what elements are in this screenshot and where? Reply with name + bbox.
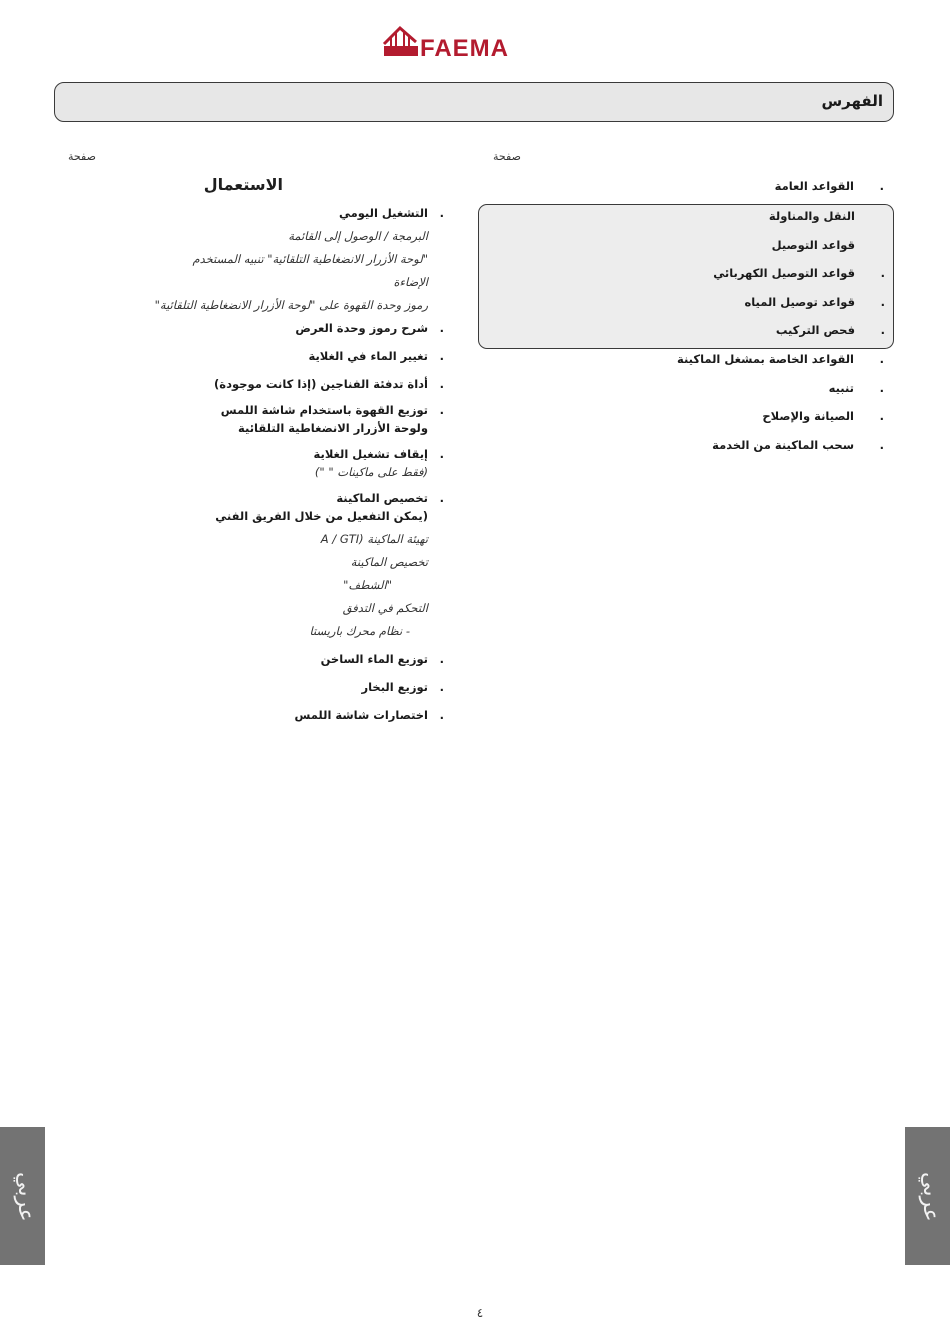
- toc-subitem[interactable]: رموز وحدة القهوة على "لوحة الأزرار الانضغاطية التلقائية": [154, 298, 428, 312]
- toc-item-label: اختصارات شاشة اللمس: [294, 708, 428, 722]
- toc-item-label: النقل والمناولة: [768, 209, 855, 224]
- toc-item-label: توزيع القهوة باستخدام شاشة اللمس: [220, 403, 428, 417]
- faema-logo-graphic: [380, 22, 570, 62]
- toc-item-dot: .: [880, 322, 885, 337]
- toc-item-continuation: [40, 507, 448, 525]
- toc-item[interactable]: [479, 292, 893, 320]
- toc-item-dot: .: [439, 652, 444, 666]
- toc-item[interactable]: [40, 401, 448, 419]
- faema-logo: [380, 22, 570, 62]
- toc-item-label: تغيير الماء في الغلاية: [308, 349, 428, 363]
- toc-item-label: تخصيص الماكينة: [336, 491, 428, 505]
- toc-subitem[interactable]: البرمجة / الوصول إلى القائمة: [288, 229, 428, 243]
- toc-item-dot: .: [439, 680, 444, 694]
- page-col-label-left: صفحة: [68, 150, 96, 163]
- toc-subitem[interactable]: (فقط على ماكينات " "): [314, 465, 428, 479]
- toc-item[interactable]: [40, 347, 448, 365]
- toc-item[interactable]: [479, 263, 893, 291]
- toc-item[interactable]: [479, 235, 893, 263]
- toc-subitem[interactable]: الإضاءة: [393, 275, 428, 289]
- toc-item[interactable]: [479, 320, 893, 348]
- toc-item-label: التشغيل اليومي: [338, 206, 428, 220]
- toc-item-label: قواعد التوصيل: [771, 237, 855, 252]
- toc-item-dot: .: [439, 377, 444, 391]
- toc-highlight-box: [478, 204, 894, 349]
- toc-item[interactable]: [479, 206, 893, 234]
- toc-item-dot: .: [439, 349, 444, 363]
- language-tab-right: [905, 1127, 950, 1265]
- toc-item[interactable]: [40, 319, 448, 337]
- toc-item-label: قواعد التوصيل الكهربائي: [713, 266, 855, 281]
- brand-name: FAEMA: [420, 35, 509, 62]
- toc-subitem[interactable]: تخصيص الماكينة: [350, 555, 428, 569]
- toc-item-label: شرح رموز وحدة العرض: [295, 321, 428, 335]
- toc-item-label: الصيانة والإصلاح: [762, 409, 854, 424]
- toc-item[interactable]: [478, 435, 894, 463]
- toc-item-label: فحص التركيب: [775, 322, 855, 337]
- toc-item-continuation: [40, 419, 448, 437]
- toc-item[interactable]: [40, 204, 448, 222]
- toc-subitem[interactable]: "الشطف": [343, 578, 392, 592]
- toc-item-dot: .: [880, 294, 885, 309]
- toc-left-column: [40, 176, 448, 724]
- toc-subitem[interactable]: التحكم في التدفق: [342, 601, 428, 615]
- toc-item[interactable]: [40, 650, 448, 668]
- toc-item-dot: .: [879, 179, 884, 193]
- toc-item-label: (يمكن التفعيل من خلال الفريق الفني: [215, 509, 428, 523]
- toc-item-label: سحب الماكينة من الخدمة: [712, 437, 854, 452]
- toc-subitem[interactable]: - نظام محرك باريستا: [309, 624, 410, 638]
- toc-item-label: القواعد العامة: [774, 179, 854, 193]
- toc-item-label: القواعد الخاصة بمشغل الماكينة: [677, 352, 854, 367]
- toc-subitem[interactable]: تهيئة الماكينة (A / GTI: [320, 532, 428, 546]
- toc-item-dot: .: [879, 352, 884, 367]
- toc-item-label: توزيع البخار: [361, 680, 428, 694]
- toc-item[interactable]: [478, 406, 894, 434]
- toc-item-label: تنبيه: [828, 380, 854, 395]
- toc-item-dot: .: [439, 321, 444, 335]
- page-col-label-right: صفحة: [493, 150, 521, 163]
- toc-item-label: توزيع الماء الساخن: [320, 652, 428, 666]
- language-tab-left: [0, 1127, 45, 1265]
- toc-item[interactable]: [478, 176, 894, 204]
- page-number: ٤: [476, 1306, 484, 1320]
- language-tab-label: عربي: [13, 1172, 38, 1222]
- toc-item[interactable]: [40, 445, 448, 463]
- toc-item-label: إيقاف تشغيل الغلاية: [313, 447, 428, 461]
- toc-item-dot: .: [880, 266, 885, 281]
- toc-item-dot: .: [879, 437, 884, 452]
- toc-item-label: ولوحة الأزرار الانضغاطية التلقائية: [238, 421, 428, 435]
- toc-subitem[interactable]: "لوحة الأزرار الانضغاطية التلقائية" تنبيه المستخدم: [192, 252, 428, 266]
- toc-item-dot: .: [439, 403, 444, 417]
- language-tab-label: عربي: [918, 1172, 943, 1222]
- toc-item[interactable]: [478, 349, 894, 377]
- toc-item-dot: .: [879, 380, 884, 395]
- toc-item-dot: .: [439, 491, 444, 505]
- page-title: الفهرس: [821, 92, 883, 110]
- toc-item[interactable]: [40, 489, 448, 507]
- section-heading: الاستعمال: [203, 175, 283, 194]
- toc-item[interactable]: [478, 378, 894, 406]
- toc-item-dot: .: [439, 708, 444, 722]
- toc-item[interactable]: [40, 678, 448, 696]
- toc-item-label: أداة تدفئة الفناجين (إذا كانت موجودة): [214, 377, 428, 391]
- toc-item[interactable]: [40, 706, 448, 724]
- toc-item-dot: .: [439, 447, 444, 461]
- title-bar: [54, 82, 894, 122]
- toc-item-dot: .: [879, 409, 884, 424]
- toc-item-dot: .: [439, 206, 444, 220]
- toc-right-column: [478, 176, 894, 463]
- toc-item[interactable]: [40, 375, 448, 393]
- toc-item-label: قواعد توصيل المياه: [744, 294, 855, 309]
